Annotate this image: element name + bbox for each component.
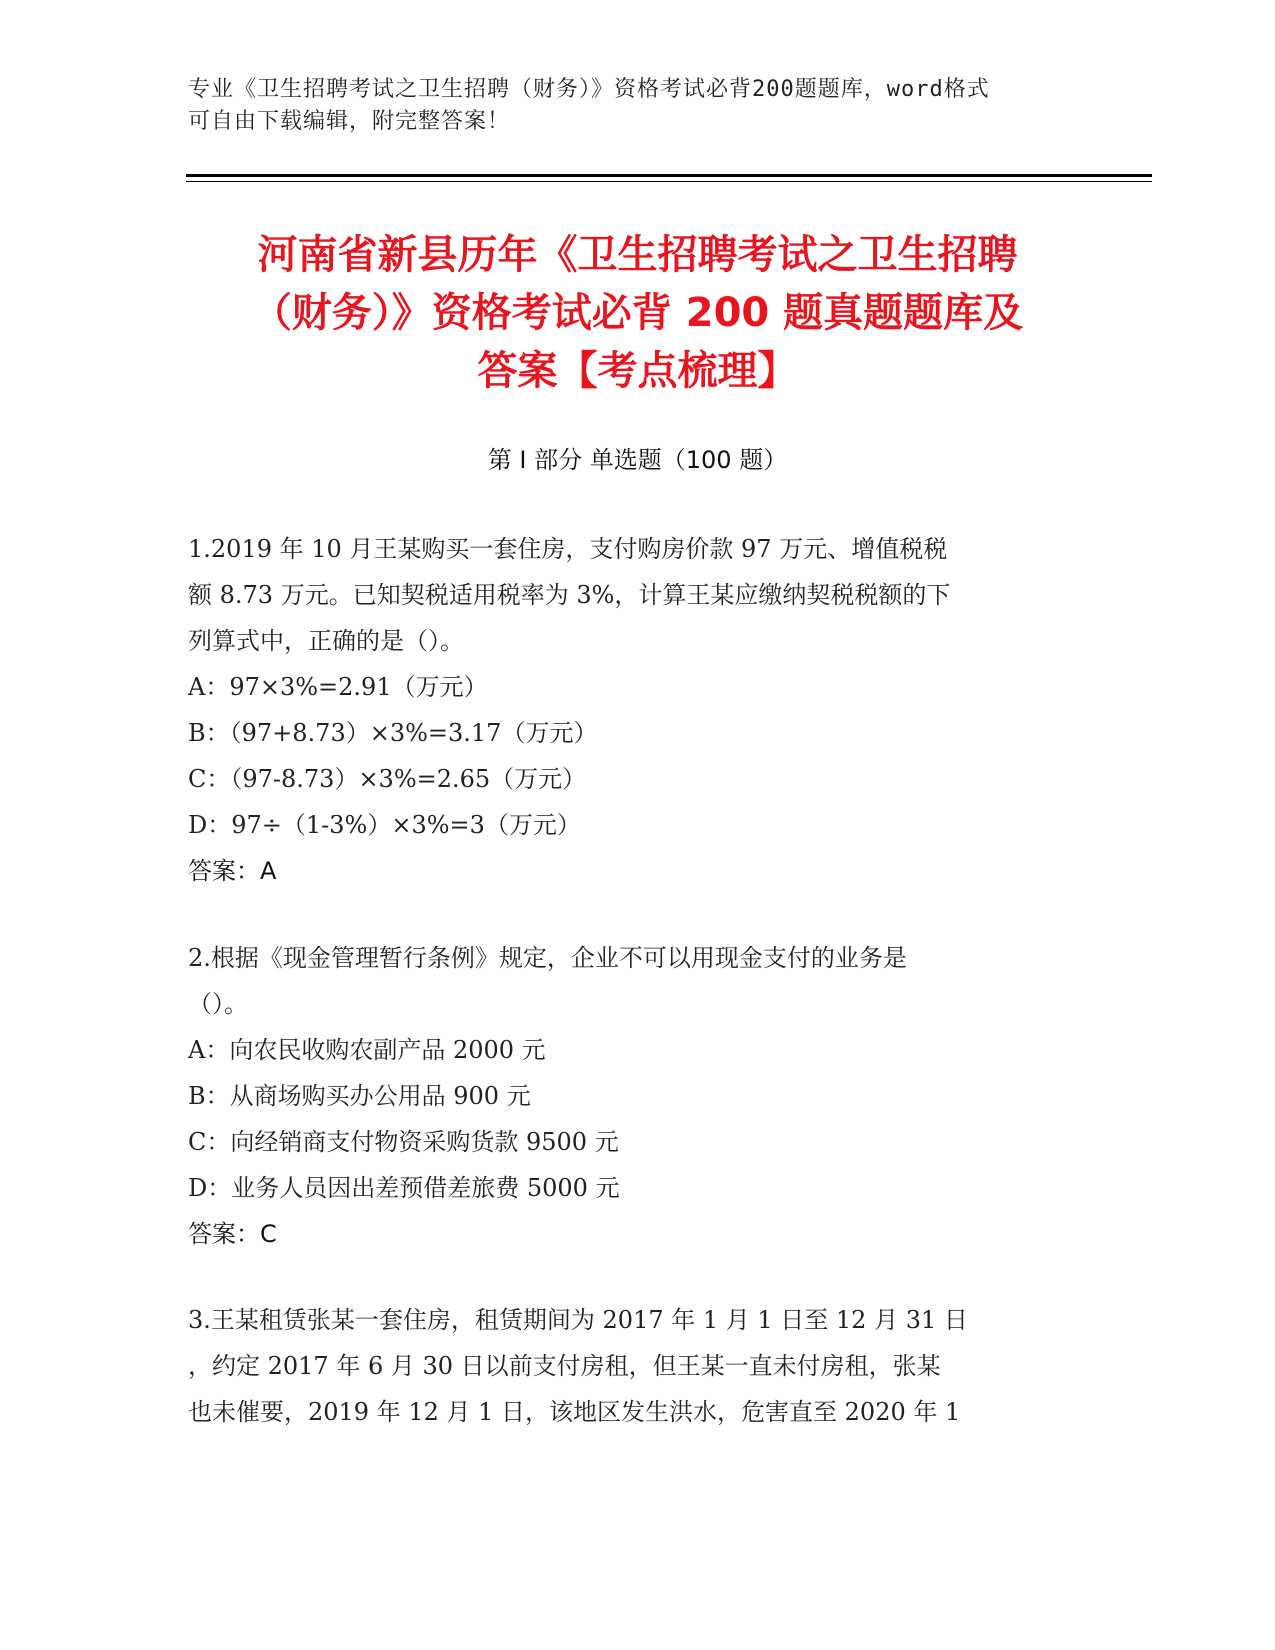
question-stem-line: 3.王某租赁张某一套住房，租赁期间为 2017 年 1 月 1 日至 12 月 31 日 bbox=[188, 1306, 968, 1334]
header-note-line: 专业《卫生招聘考试之卫生招聘（财务）》资格考试必背200题题库，word格式 bbox=[188, 77, 990, 102]
section-heading: 第 I 部分 单选题（100 题） bbox=[487, 446, 788, 474]
option-a: A：97×3%=2.91（万元） bbox=[188, 673, 488, 701]
option-c: C：向经销商支付物资采购货款 9500 元 bbox=[188, 1128, 619, 1156]
option-b: B：从商场购买办公用品 900 元 bbox=[188, 1082, 531, 1110]
option-a: A：向农民收购农副产品 2000 元 bbox=[188, 1036, 546, 1064]
question-item bbox=[188, 1297, 1088, 1435]
question-stem-line: 1.2019 年 10 月王某购买一套住房，支付购房价款 97 万元、增值税税 bbox=[188, 535, 948, 563]
question-stem-line: 额 8.73 万元。已知契税适用税率为 3%，计算王某应缴纳契税税额的下 bbox=[188, 581, 951, 609]
question-stem-line: 2.根据《现金管理暂行条例》规定，企业不可以用现金支付的业务是 bbox=[188, 944, 907, 972]
option-b: B：（97+8.73）×3%=3.17（万元） bbox=[188, 719, 598, 747]
question-stem-line: （）。 bbox=[188, 990, 248, 1018]
answer-line: 答案：C bbox=[188, 1220, 277, 1248]
header-note bbox=[188, 74, 1068, 138]
option-d: D：业务人员因出差预借差旅费 5000 元 bbox=[188, 1174, 620, 1202]
header-note-line: 可自由下载编辑，附完整答案！ bbox=[188, 109, 511, 134]
document-title bbox=[150, 226, 1125, 400]
option-c: C：（97-8.73）×3%=2.65（万元） bbox=[188, 765, 587, 793]
question-stem-line: 列算式中，正确的是（）。 bbox=[188, 627, 464, 655]
title-line: （财务）》资格考试必背 200 题真题题库及 bbox=[251, 290, 1024, 336]
header-divider-thick bbox=[186, 174, 1152, 177]
question-stem-line: ，约定 2017 年 6 月 30 日以前支付房租，但王某一直未付房租，张某 bbox=[188, 1352, 941, 1380]
header-divider-thin bbox=[186, 181, 1152, 182]
question-item bbox=[188, 935, 1088, 1257]
title-line: 河南省新县历年《卫生招聘考试之卫生招聘 bbox=[257, 232, 1018, 278]
question-stem-line: 也未催要，2019 年 12 月 1 日，该地区发生洪水，危害直至 2020 年 1 bbox=[188, 1398, 961, 1426]
title-line: 答案【考点梳理】 bbox=[477, 348, 798, 394]
option-d: D：97÷（1-3%）×3%=3（万元） bbox=[188, 811, 581, 839]
answer-line: 答案：A bbox=[188, 857, 277, 885]
question-item bbox=[188, 526, 1088, 894]
